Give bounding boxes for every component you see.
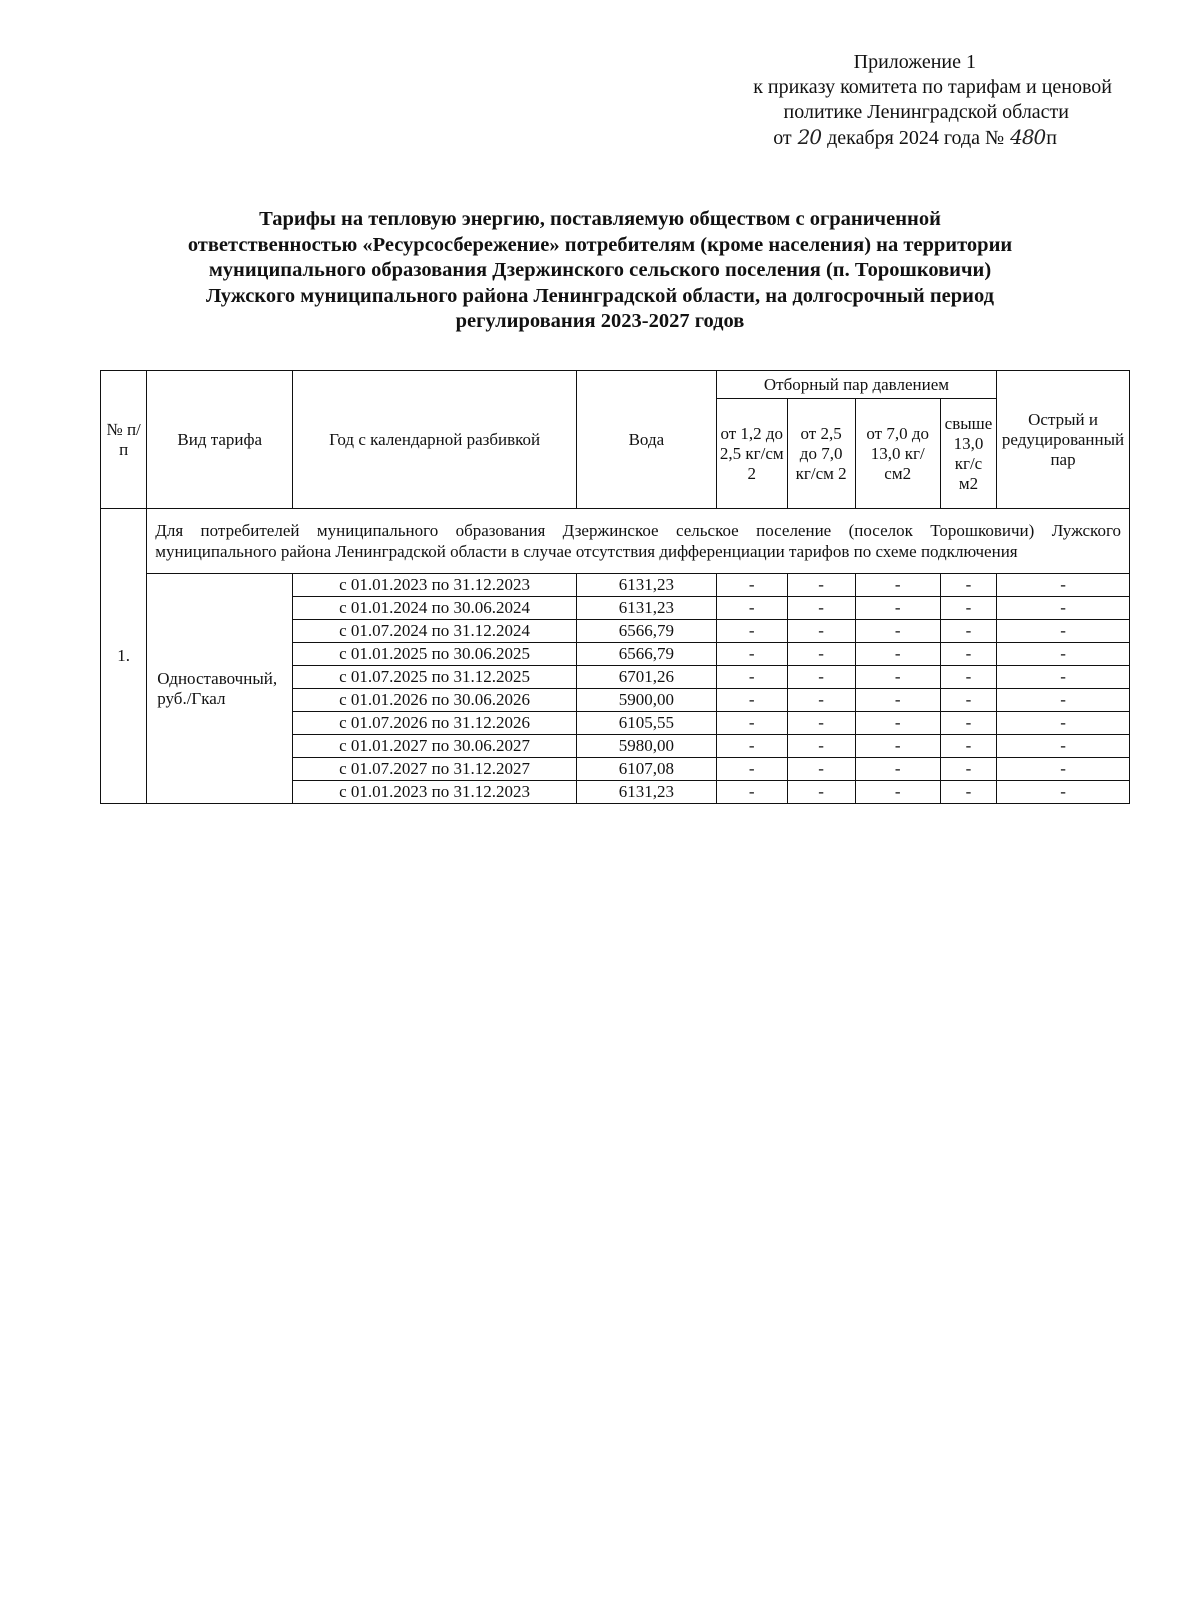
cell-p5: - [997, 689, 1130, 712]
cell-p5: - [997, 758, 1130, 781]
cell-period: с 01.07.2025 по 31.12.2025 [293, 666, 577, 689]
cell-p3: - [855, 735, 940, 758]
cell-p1: - [716, 643, 787, 666]
header-num: № п/п [101, 371, 147, 509]
header-pressure-2: от 2,5 до 7,0 кг/см 2 [787, 399, 855, 509]
header-steam-group: Отборный пар давлением [716, 371, 996, 399]
document-title [100, 207, 1100, 335]
tariff-table-body [101, 509, 1130, 804]
annex-line-4 [642, 125, 1112, 151]
cell-p3: - [855, 781, 940, 804]
tariff-table [100, 370, 1130, 804]
cell-p1: - [716, 574, 787, 597]
cell-p4: - [940, 620, 996, 643]
header-pressure-4: свыше 13,0 кг/с м2 [940, 399, 996, 509]
cell-period: с 01.01.2023 по 31.12.2023 [293, 574, 577, 597]
cell-p1: - [716, 620, 787, 643]
cell-p2: - [787, 689, 855, 712]
cell-water: 6107,08 [576, 758, 716, 781]
title-line-3: муниципального образования Дзержинского сельского поселения (п. Торошковичи) [208, 259, 992, 281]
cell-p1: - [716, 666, 787, 689]
cell-period: с 01.07.2027 по 31.12.2027 [293, 758, 577, 781]
header-water: Вода [576, 371, 716, 509]
cell-water: 6566,79 [576, 643, 716, 666]
cell-p2: - [787, 574, 855, 597]
annex-date-prefix: от [773, 127, 792, 149]
cell-p5: - [997, 643, 1130, 666]
annex-date-middle: декабря 2024 года № [827, 127, 1005, 149]
cell-p4: - [940, 643, 996, 666]
cell-period: с 01.01.2027 по 30.06.2027 [293, 735, 577, 758]
cell-water: 5980,00 [576, 735, 716, 758]
item-number: 1. [101, 509, 147, 804]
cell-p3: - [855, 620, 940, 643]
cell-p5: - [997, 666, 1130, 689]
title-line-2: ответственностью «Ресурсосбережение» потребителям (кроме населения) на территории [187, 233, 1013, 256]
cell-p4: - [940, 758, 996, 781]
cell-p3: - [855, 689, 940, 712]
cell-p4: - [940, 597, 996, 620]
cell-period: с 01.07.2026 по 31.12.2026 [293, 712, 577, 735]
cell-p3: - [855, 597, 940, 620]
cell-p5: - [997, 781, 1130, 804]
header-year: Год с календарной разбивкой [293, 371, 577, 509]
cell-p1: - [716, 735, 787, 758]
consumer-description: Для потребителей муниципального образования Дзержинское сельское поселение (поселок Торошковичи) Лужского муниципального района Ленинградской области в случае отсутствия дифференциации тарифов по схеме подключения [147, 509, 1130, 574]
cell-period: с 01.01.2026 по 30.06.2026 [293, 689, 577, 712]
cell-water: 6131,23 [576, 781, 716, 804]
cell-p2: - [787, 597, 855, 620]
cell-p2: - [787, 735, 855, 758]
cell-p5: - [997, 597, 1130, 620]
tariff-type-cell: Одноставочный, руб./Гкал [147, 574, 293, 804]
title-line-1: Тарифы на тепловую энергию, поставляемую обществом с ограниченной [259, 208, 941, 230]
cell-p3: - [855, 758, 940, 781]
cell-water: 5900,00 [576, 689, 716, 712]
annex-block [642, 50, 1112, 151]
cell-p1: - [716, 781, 787, 804]
cell-period: с 01.01.2023 по 31.12.2023 [293, 781, 577, 804]
handwritten-order-number: 480 [1010, 125, 1046, 149]
handwritten-day: 20 [797, 125, 822, 149]
cell-p5: - [997, 574, 1130, 597]
cell-p5: - [997, 735, 1130, 758]
cell-period: с 01.01.2024 по 30.06.2024 [293, 597, 577, 620]
cell-p3: - [855, 712, 940, 735]
cell-p4: - [940, 666, 996, 689]
cell-p4: - [940, 689, 996, 712]
cell-p1: - [716, 758, 787, 781]
cell-water: 6566,79 [576, 620, 716, 643]
header-pressure-1: от 1,2 до 2,5 кг/см 2 [716, 399, 787, 509]
table-row [101, 574, 1130, 597]
header-sharp-steam: Острый и редуцированный пар [997, 371, 1130, 509]
cell-water: 6131,23 [576, 574, 716, 597]
cell-water: 6131,23 [576, 597, 716, 620]
cell-p5: - [997, 712, 1130, 735]
cell-p5: - [997, 620, 1130, 643]
cell-p4: - [940, 712, 996, 735]
cell-p4: - [940, 781, 996, 804]
annex-line-1: Приложение 1 [853, 51, 976, 73]
cell-p4: - [940, 735, 996, 758]
cell-p2: - [787, 643, 855, 666]
annex-line-3: политике Ленинградской области [783, 101, 1069, 123]
header-tariff-type: Вид тарифа [147, 371, 293, 509]
cell-p1: - [716, 712, 787, 735]
cell-water: 6701,26 [576, 666, 716, 689]
cell-p2: - [787, 758, 855, 781]
cell-period: с 01.01.2025 по 30.06.2025 [293, 643, 577, 666]
cell-water: 6105,55 [576, 712, 716, 735]
title-line-4: Лужского муниципального района Ленинградской области, на долгосрочный период [205, 284, 995, 307]
cell-p2: - [787, 620, 855, 643]
cell-p3: - [855, 666, 940, 689]
cell-p2: - [787, 712, 855, 735]
cell-p3: - [855, 643, 940, 666]
cell-p3: - [855, 574, 940, 597]
header-pressure-3: от 7,0 до 13,0 кг/см2 [855, 399, 940, 509]
cell-p4: - [940, 574, 996, 597]
cell-p1: - [716, 689, 787, 712]
annex-order-suffix: п [1046, 127, 1057, 149]
cell-period: с 01.07.2024 по 31.12.2024 [293, 620, 577, 643]
title-line-5: регулирования 2023-2027 годов [455, 310, 745, 332]
annex-line-2: к приказу комитета по тарифам и ценовой [753, 76, 1112, 98]
cell-p2: - [787, 666, 855, 689]
cell-p2: - [787, 781, 855, 804]
cell-p1: - [716, 597, 787, 620]
